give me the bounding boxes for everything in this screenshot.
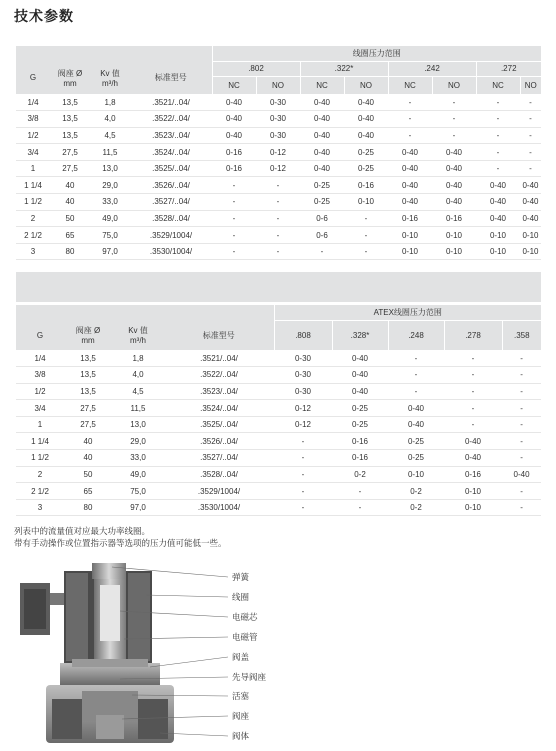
table-cell: 49,0	[112, 466, 164, 483]
table-cell: 0-40	[388, 144, 432, 161]
table-cell: 40	[50, 177, 90, 194]
table-cell: 97,0	[90, 243, 130, 260]
table-cell: -	[344, 227, 388, 244]
table-cell: -	[212, 177, 256, 194]
table-row	[16, 194, 541, 211]
table-cell: .3530/1004/	[164, 499, 274, 516]
table-cell: 2	[16, 466, 64, 483]
table-row	[16, 160, 541, 177]
table-cell: 0-40	[344, 127, 388, 144]
table-cell: 0-10	[476, 227, 520, 244]
table-cell: 2	[16, 210, 50, 227]
table-body	[16, 94, 541, 260]
table-cell: -	[520, 111, 541, 128]
table-cell: 0-40	[388, 416, 444, 433]
subcol-header: NO	[520, 76, 541, 94]
table-notes	[14, 526, 227, 550]
table-cell: 0-40	[502, 466, 541, 483]
table-cell: 29,0	[90, 177, 130, 194]
table-cell: -	[274, 450, 332, 467]
table-cell: -	[344, 210, 388, 227]
table-cell: 29,0	[112, 433, 164, 450]
table-cell: 0-30	[274, 367, 332, 384]
table-cell: .3525/..04/	[164, 416, 274, 433]
table-cell: 13,5	[64, 350, 112, 367]
table-cell: 75,0	[90, 227, 130, 244]
table-cell: 0-12	[256, 160, 300, 177]
table-cell: 1 1/4	[16, 177, 50, 194]
table-cell: 3/8	[16, 367, 64, 384]
table-cell: 0-40	[344, 111, 388, 128]
table-cell: -	[256, 194, 300, 211]
table-cell: -	[476, 144, 520, 161]
table-cell: 0-40	[212, 127, 256, 144]
table-cell: -	[502, 400, 541, 417]
table-cell: -	[444, 383, 502, 400]
table-cell: 0-40	[332, 350, 388, 367]
table-cell: .3527/..04/	[130, 194, 212, 211]
table-cell: 0-16	[332, 450, 388, 467]
table-cell: 4,0	[90, 111, 130, 128]
table-cell: 0-10	[432, 227, 476, 244]
table-cell: 0-25	[300, 177, 344, 194]
table-cell: -	[344, 243, 388, 260]
table-cell: 0-10	[444, 483, 502, 500]
table-cell: 0-25	[300, 194, 344, 211]
table-cell: 40	[50, 194, 90, 211]
subgroup-header: .242	[388, 61, 476, 76]
table-cell: 4,5	[90, 127, 130, 144]
table-cell: 13,5	[64, 383, 112, 400]
valve-cutaway-diagram	[0, 555, 556, 747]
table-cell: -	[274, 483, 332, 500]
table-cell: 0-10	[520, 243, 541, 260]
table-cell: -	[502, 433, 541, 450]
table-cell: 0-40	[520, 177, 541, 194]
subcol-header: NO	[344, 76, 388, 94]
table-cell: 3	[16, 243, 50, 260]
table-cell: 0-25	[332, 400, 388, 417]
table-cell: 13,5	[50, 94, 90, 111]
table-cell: 0-25	[332, 416, 388, 433]
col-header-g: G	[16, 61, 50, 94]
table-cell: 3	[16, 499, 64, 516]
table-cell: 0-10	[344, 194, 388, 211]
table-footer-band	[16, 272, 541, 302]
table-cell: 65	[50, 227, 90, 244]
subcol-header: NC	[300, 76, 344, 94]
table-cell: 0-30	[256, 127, 300, 144]
table-cell: 50	[50, 210, 90, 227]
table-row	[16, 111, 541, 128]
table-cell: 11,5	[112, 400, 164, 417]
table-cell: 0-40	[300, 144, 344, 161]
table-row	[16, 400, 541, 417]
table-cell: 0-2	[388, 499, 444, 516]
table-cell: 0-10	[520, 227, 541, 244]
table-cell: -	[476, 127, 520, 144]
label-seat: 阀座	[232, 712, 250, 722]
table-row	[16, 483, 541, 500]
table-row	[16, 243, 541, 260]
label-coil: 线圈	[232, 593, 250, 603]
coil-pressure-table	[16, 46, 541, 260]
table-cell: -	[388, 367, 444, 384]
table-cell: -	[388, 111, 432, 128]
label-tube: 电磁管	[232, 633, 258, 643]
table-cell: 0-16	[212, 144, 256, 161]
table-cell: 13,0	[112, 416, 164, 433]
table-cell: -	[432, 94, 476, 111]
table-cell: .3528/..04/	[164, 466, 274, 483]
table-cell: 0-16	[332, 433, 388, 450]
table-cell: -	[274, 433, 332, 450]
table-cell: 0-16	[388, 210, 432, 227]
table-cell: 0-40	[332, 367, 388, 384]
table-cell: -	[274, 499, 332, 516]
valve-illustration	[0, 555, 556, 747]
table-cell: 0-40	[432, 144, 476, 161]
table-row	[16, 210, 541, 227]
table-cell: 13,0	[90, 160, 130, 177]
table-cell: 0-40	[432, 194, 476, 211]
table-cell: 1/2	[16, 127, 50, 144]
table-cell: 0-40	[300, 127, 344, 144]
table-cell: 65	[64, 483, 112, 500]
table-row	[16, 127, 541, 144]
subgroup-header: .358	[502, 320, 541, 350]
label-pilot-seat: 先导阀座	[232, 673, 267, 683]
table-cell: 0-40	[388, 194, 432, 211]
table-cell: 0-30	[274, 383, 332, 400]
table-cell: 0-40	[212, 94, 256, 111]
table-cell: 0-10	[388, 466, 444, 483]
col-header-seat: 阀座 Ø mm	[50, 61, 90, 94]
table-cell: .3529/1004/	[164, 483, 274, 500]
table-cell: 0-40	[300, 94, 344, 111]
table-cell: -	[502, 383, 541, 400]
table-cell: 0-40	[212, 111, 256, 128]
table-cell: -	[212, 210, 256, 227]
table-cell: 0-40	[444, 450, 502, 467]
table-cell: 27,5	[50, 160, 90, 177]
table-cell: 80	[50, 243, 90, 260]
group-header: ATEX线圈压力范围	[274, 305, 541, 320]
table-cell: -	[502, 450, 541, 467]
table-cell: 0-40	[520, 194, 541, 211]
table-cell: -	[388, 127, 432, 144]
table-cell: -	[332, 483, 388, 500]
table-cell: 0-40	[432, 177, 476, 194]
table-cell: 4,0	[112, 367, 164, 384]
table-cell: 40	[64, 433, 112, 450]
table-cell: 0-16	[432, 210, 476, 227]
table-cell: 0-16	[212, 160, 256, 177]
table-cell: 13,5	[64, 367, 112, 384]
table-cell: -	[332, 499, 388, 516]
table-row	[16, 367, 541, 384]
label-body: 阀体	[232, 732, 250, 742]
table-cell: 0-40	[388, 177, 432, 194]
table-cell: .3529/1004/	[130, 227, 212, 244]
table-cell: -	[444, 400, 502, 417]
table-cell: 1,8	[90, 94, 130, 111]
table-cell: 40	[64, 450, 112, 467]
table-cell: .3527/..04/	[164, 450, 274, 467]
subcol-header: NO	[256, 76, 300, 94]
table-cell: 0-25	[388, 450, 444, 467]
table-cell: 0-40	[300, 160, 344, 177]
table-row	[16, 433, 541, 450]
table-cell: 0-40	[444, 433, 502, 450]
subgroup-header: .278	[444, 320, 502, 350]
table-cell: 75,0	[112, 483, 164, 500]
table-cell: .3526/..04/	[164, 433, 274, 450]
note-line: 列表中的流量值对应最大功率线圈。	[14, 527, 151, 537]
subgroup-header: .248	[388, 320, 444, 350]
subcol-header: NC	[212, 76, 256, 94]
table-cell: -	[476, 111, 520, 128]
table-cell: 0-16	[344, 177, 388, 194]
atex-coil-pressure-table	[16, 305, 541, 516]
subcol-header: NC	[388, 76, 432, 94]
table-cell: -	[520, 127, 541, 144]
subgroup-header: .272	[476, 61, 541, 76]
table-cell: 0-25	[344, 160, 388, 177]
table-cell: 0-10	[388, 227, 432, 244]
table-cell: 33,0	[90, 194, 130, 211]
table-row	[16, 177, 541, 194]
table-cell: 0-40	[476, 210, 520, 227]
col-header-kv: Kv 值 m³/h	[90, 61, 130, 94]
table-cell: -	[212, 243, 256, 260]
table-row	[16, 350, 541, 367]
table-cell: 1 1/2	[16, 450, 64, 467]
table-row	[16, 450, 541, 467]
table-row	[16, 94, 541, 111]
table-cell: 0-25	[344, 144, 388, 161]
table-cell: -	[388, 383, 444, 400]
table-cell: 0-40	[344, 94, 388, 111]
col-header-model: 标准型号	[164, 320, 274, 350]
table-cell: 27,5	[64, 400, 112, 417]
note-line: 带有手动操作或位置指示器等选项的压力值可能低一些。	[14, 539, 227, 549]
table-cell: 0-25	[388, 433, 444, 450]
table-cell: 3/4	[16, 144, 50, 161]
table-cell: -	[444, 416, 502, 433]
table-cell: -	[444, 350, 502, 367]
table-cell: -	[502, 367, 541, 384]
table-cell: .3524/..04/	[164, 400, 274, 417]
subgroup-header: .808	[274, 320, 332, 350]
subgroup-header: .322*	[300, 61, 388, 76]
table-cell: 0-12	[256, 144, 300, 161]
table-cell: .3530/1004/	[130, 243, 212, 260]
subgroup-header: .328*	[332, 320, 388, 350]
table-cell: 3/4	[16, 400, 64, 417]
table-cell: 1	[16, 160, 50, 177]
table-cell: 0-6	[300, 227, 344, 244]
subgroup-header: .802	[212, 61, 300, 76]
table-cell: 0-30	[256, 111, 300, 128]
table-cell: 0-10	[388, 243, 432, 260]
table-cell: -	[432, 127, 476, 144]
table-cell: 0-40	[476, 177, 520, 194]
table-header	[16, 305, 541, 350]
table-cell: 27,5	[64, 416, 112, 433]
table-row	[16, 466, 541, 483]
table-cell: 0-6	[300, 210, 344, 227]
table-cell: -	[388, 350, 444, 367]
table-cell: 1 1/2	[16, 194, 50, 211]
table-cell: -	[444, 367, 502, 384]
table-cell: 1/2	[16, 383, 64, 400]
col-header-model: 标准型号	[130, 61, 212, 94]
table-cell: -	[502, 416, 541, 433]
table-cell: -	[502, 350, 541, 367]
table-cell: 0-40	[476, 194, 520, 211]
table-cell: -	[256, 227, 300, 244]
table-row	[16, 227, 541, 244]
table-cell: 0-30	[256, 94, 300, 111]
table-cell: 0-10	[432, 243, 476, 260]
table-cell: 97,0	[112, 499, 164, 516]
table-cell: -	[502, 499, 541, 516]
table-cell: -	[256, 210, 300, 227]
label-core: 电磁芯	[232, 613, 258, 623]
table-row	[16, 144, 541, 161]
table-header	[16, 46, 541, 94]
page-title: 技术参数	[14, 9, 74, 25]
table-cell: 0-40	[388, 160, 432, 177]
table-cell: 1/4	[16, 94, 50, 111]
table-cell: -	[212, 227, 256, 244]
table-cell: 33,0	[112, 450, 164, 467]
col-header-g: G	[16, 320, 64, 350]
table-cell: .3522/..04/	[130, 111, 212, 128]
table-cell: 0-30	[274, 350, 332, 367]
table-cell: 13,5	[50, 127, 90, 144]
group-header: 线圈压力范围	[212, 46, 541, 61]
table-cell: .3526/..04/	[130, 177, 212, 194]
table-cell: 0-10	[476, 243, 520, 260]
table-cell: 49,0	[90, 210, 130, 227]
table-row	[16, 416, 541, 433]
table-cell: 0-12	[274, 416, 332, 433]
table-cell: 1/4	[16, 350, 64, 367]
table-cell: -	[502, 483, 541, 500]
table-cell: 0-40	[388, 400, 444, 417]
table-cell: 2 1/2	[16, 227, 50, 244]
table-cell: .3525/..04/	[130, 160, 212, 177]
table-cell: -	[520, 160, 541, 177]
table-cell: 0-40	[520, 210, 541, 227]
table-cell: -	[476, 160, 520, 177]
table-cell: 1,8	[112, 350, 164, 367]
table-cell: 0-12	[274, 400, 332, 417]
table-cell: -	[520, 94, 541, 111]
table-cell: -	[212, 194, 256, 211]
table-cell: .3524/..04/	[130, 144, 212, 161]
col-header-kv: Kv 值 m³/h	[112, 320, 164, 350]
table-cell: 0-2	[332, 466, 388, 483]
table-cell: 27,5	[50, 144, 90, 161]
table-cell: .3523/..04/	[164, 383, 274, 400]
table-body	[16, 350, 541, 516]
table-cell: 0-40	[432, 160, 476, 177]
table-row	[16, 383, 541, 400]
label-bonnet: 阀盖	[232, 653, 250, 663]
table-cell: 80	[64, 499, 112, 516]
table-cell: .3521/..04/	[164, 350, 274, 367]
subcol-header: NO	[432, 76, 476, 94]
table-cell: 0-10	[444, 499, 502, 516]
table-cell: -	[432, 111, 476, 128]
table-row	[16, 499, 541, 516]
table-cell: .3522/..04/	[164, 367, 274, 384]
label-spring: 弹簧	[232, 573, 250, 583]
label-piston: 活塞	[232, 692, 250, 702]
table-cell: 1 1/4	[16, 433, 64, 450]
table-cell: -	[520, 144, 541, 161]
table-cell: 11,5	[90, 144, 130, 161]
table-cell: -	[388, 94, 432, 111]
table-cell: .3528/..04/	[130, 210, 212, 227]
table-cell: 0-2	[388, 483, 444, 500]
table-cell: 3/8	[16, 111, 50, 128]
table-cell: -	[274, 466, 332, 483]
table-cell: 2 1/2	[16, 483, 64, 500]
table-cell: 13,5	[50, 111, 90, 128]
table-cell: -	[256, 177, 300, 194]
table-cell: 50	[64, 466, 112, 483]
col-header-seat: 阀座 Ø mm	[64, 320, 112, 350]
table-cell: 0-40	[300, 111, 344, 128]
table-cell: -	[256, 243, 300, 260]
table-cell: 4,5	[112, 383, 164, 400]
subcol-header: NC	[476, 76, 520, 94]
table-cell: .3521/..04/	[130, 94, 212, 111]
table-cell: 0-16	[444, 466, 502, 483]
table-cell: -	[476, 94, 520, 111]
table-cell: 1	[16, 416, 64, 433]
table-cell: .3523/..04/	[130, 127, 212, 144]
table-cell: -	[300, 243, 344, 260]
table-cell: 0-40	[332, 383, 388, 400]
